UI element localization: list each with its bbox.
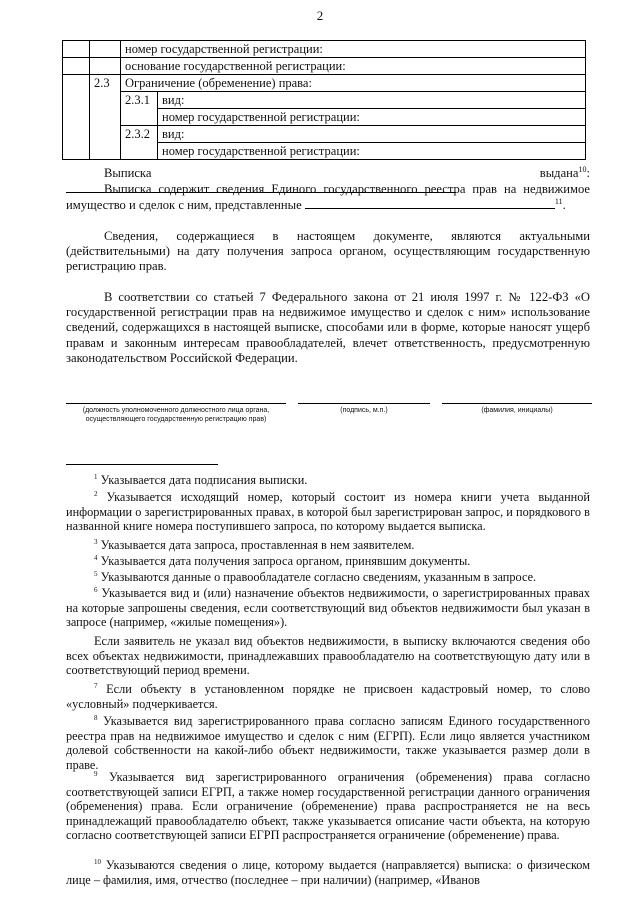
contains-text: Выписка содержит сведения Единого государственного реестра прав на недвижимое имущество и сделок с ним, представленные	[66, 182, 590, 213]
relevance-paragraph: Сведения, содержащиеся в настоящем документе, являются актуальными (действительными) на дату получения запроса органом, осуществляющим государственную регистрацию прав.	[66, 229, 590, 274]
registration-table	[62, 40, 586, 160]
table-cell	[63, 58, 90, 75]
table-row	[63, 92, 586, 109]
table-cell	[63, 75, 90, 160]
footnote	[66, 554, 590, 569]
footnote-number: 9	[94, 769, 98, 778]
footnote-text: Указывается исходящий номер, который состоит из номера книги учета выданной информации о зарегистрированных правах, в которой был зарегистрирован запрос, и порядкового в названной книге номера поступившего запроса, по которому выдается выписка.	[66, 490, 590, 534]
table-row	[63, 126, 586, 143]
footnote	[66, 538, 590, 553]
name-caption: (фамилия, инициалы)	[481, 407, 553, 414]
table-row	[63, 75, 586, 92]
sign-signature-line	[298, 403, 430, 404]
issued-label: Выписка выдана	[104, 166, 579, 180]
registration-basis-cell: основание государственной регистрации:	[121, 58, 586, 75]
encumbrance-type-cell: вид:	[158, 92, 586, 109]
footnote-number: 1	[94, 472, 98, 481]
footnote-ref: 11	[554, 197, 563, 207]
footnote-text: Указывается дата получения запроса органом, принявшим документы.	[100, 554, 471, 568]
footnote	[66, 634, 590, 678]
footnote-ref: 10	[578, 164, 587, 174]
footnote-text: Если объекту в установленном порядке не присвоен кадастровый номер, то слово «условный» подчеркивается.	[66, 682, 591, 711]
table-row	[63, 58, 586, 75]
footnote-text: Указывается вид и (или) назначение объектов недвижимости, о зарегистрированных правах на которые запрошены сведения, если соответствующий вид объектов недвижимости был указан в запросе (например, «жилые помещения»).	[66, 586, 590, 630]
section-number: 2.3	[90, 75, 121, 160]
footnote	[66, 770, 590, 843]
footnote-number: 10	[94, 857, 101, 866]
footnote	[66, 586, 590, 630]
footnote-number: 6	[94, 585, 98, 594]
footnote-number: 5	[94, 569, 98, 578]
footnote-text: Указывается дата подписания выписки.	[100, 473, 308, 487]
encumbrance-number-cell: номер государственной регистрации:	[158, 143, 586, 160]
page-number: 2	[316, 8, 324, 23]
footnote-text: Если заявитель не указал вид объектов недвижимости, в выписку включаются сведения обо всех объектах недвижимости, принадлежавших правообладателю на соответствующую дату или в соответствующий период времени.	[66, 634, 590, 678]
position-signature-line	[66, 403, 286, 404]
footnote	[66, 490, 590, 534]
footnote-text: Указывается дата запроса, проставленная в нем заявителем.	[100, 538, 415, 552]
footnote-separator	[66, 464, 218, 465]
position-caption: (должность уполномоченного должностного лица органа, осуществляющего государственную регистрацию прав)	[82, 407, 270, 423]
footnote-text: Указываются сведения о лице, которому выдается (направляется) выписка: о физическом лице – фамилия, имя, отчество (последнее – при наличии) (например, «Иванов	[66, 858, 591, 887]
contains-paragraph	[66, 182, 590, 213]
encumbrance-number-cell: номер государственной регистрации:	[158, 109, 586, 126]
footnote-text: Указывается вид зарегистрированного ограничения (обременения) права согласно соответствующей записи ЕГРП, а также номер государственной регистрации данного ограничения (обременения) права. Если ограничение (обременение) права распространяется не на весь принадлежащий правообладателю объект, также указывается описание части объекта, на которую согласно соответствующей записи ЕГРП распространяется ограничение (обременение) права.	[66, 770, 590, 843]
footnote	[66, 714, 590, 772]
footnote-number: 3	[94, 537, 98, 546]
contains-fill-line	[305, 197, 555, 209]
footnote-text: Указывается вид зарегистрированного права согласно записям Единого государственного реестра прав на недвижимое имущество и сделок с ним (ЕГРП). Если лицо является участником долевой собственности на какой-либо объект недвижимости, также указывается размер доли в праве.	[66, 714, 590, 772]
table-cell	[63, 41, 90, 58]
registration-number-cell: номер государственной регистрации:	[121, 41, 586, 58]
footnote	[66, 473, 590, 488]
footnote	[66, 570, 590, 585]
footnote-number: 8	[94, 713, 98, 722]
contains-period: .	[562, 198, 566, 213]
name-signature-line	[442, 403, 592, 404]
footnote-number: 2	[94, 489, 98, 498]
table-row	[63, 41, 586, 58]
footnote-text: Указываются данные о правообладателе согласно сведениям, указанным в запросе.	[100, 570, 537, 584]
footnote-number: 7	[94, 681, 98, 690]
law-paragraph: В соответствии со статьей 7 Федерального закона от 21 июля 1997 г. № 122-ФЗ «О государственной регистрации прав на недвижимое имущество и сделок с ним» использование сведений, содержащихся в настоящей выписке, способами или в форме, которые наносят ущерб правам и законным интересам правообладателей, влечет ответственность, предусмотренную законодательством Российской Федерации.	[66, 290, 590, 365]
encumbrance-type-cell: вид:	[158, 126, 586, 143]
sign-caption: (подпись, м.п.)	[340, 407, 388, 414]
footnote	[66, 682, 590, 711]
footnote-number: 4	[94, 553, 98, 562]
subsection-number: 2.3.1	[121, 92, 158, 126]
footnote	[66, 858, 590, 887]
encumbrance-heading: Ограничение (обременение) права:	[121, 75, 586, 92]
issued-colon: :	[586, 166, 590, 180]
subsection-number: 2.3.2	[121, 126, 158, 160]
table-cell	[90, 41, 121, 58]
table-cell	[90, 58, 121, 75]
